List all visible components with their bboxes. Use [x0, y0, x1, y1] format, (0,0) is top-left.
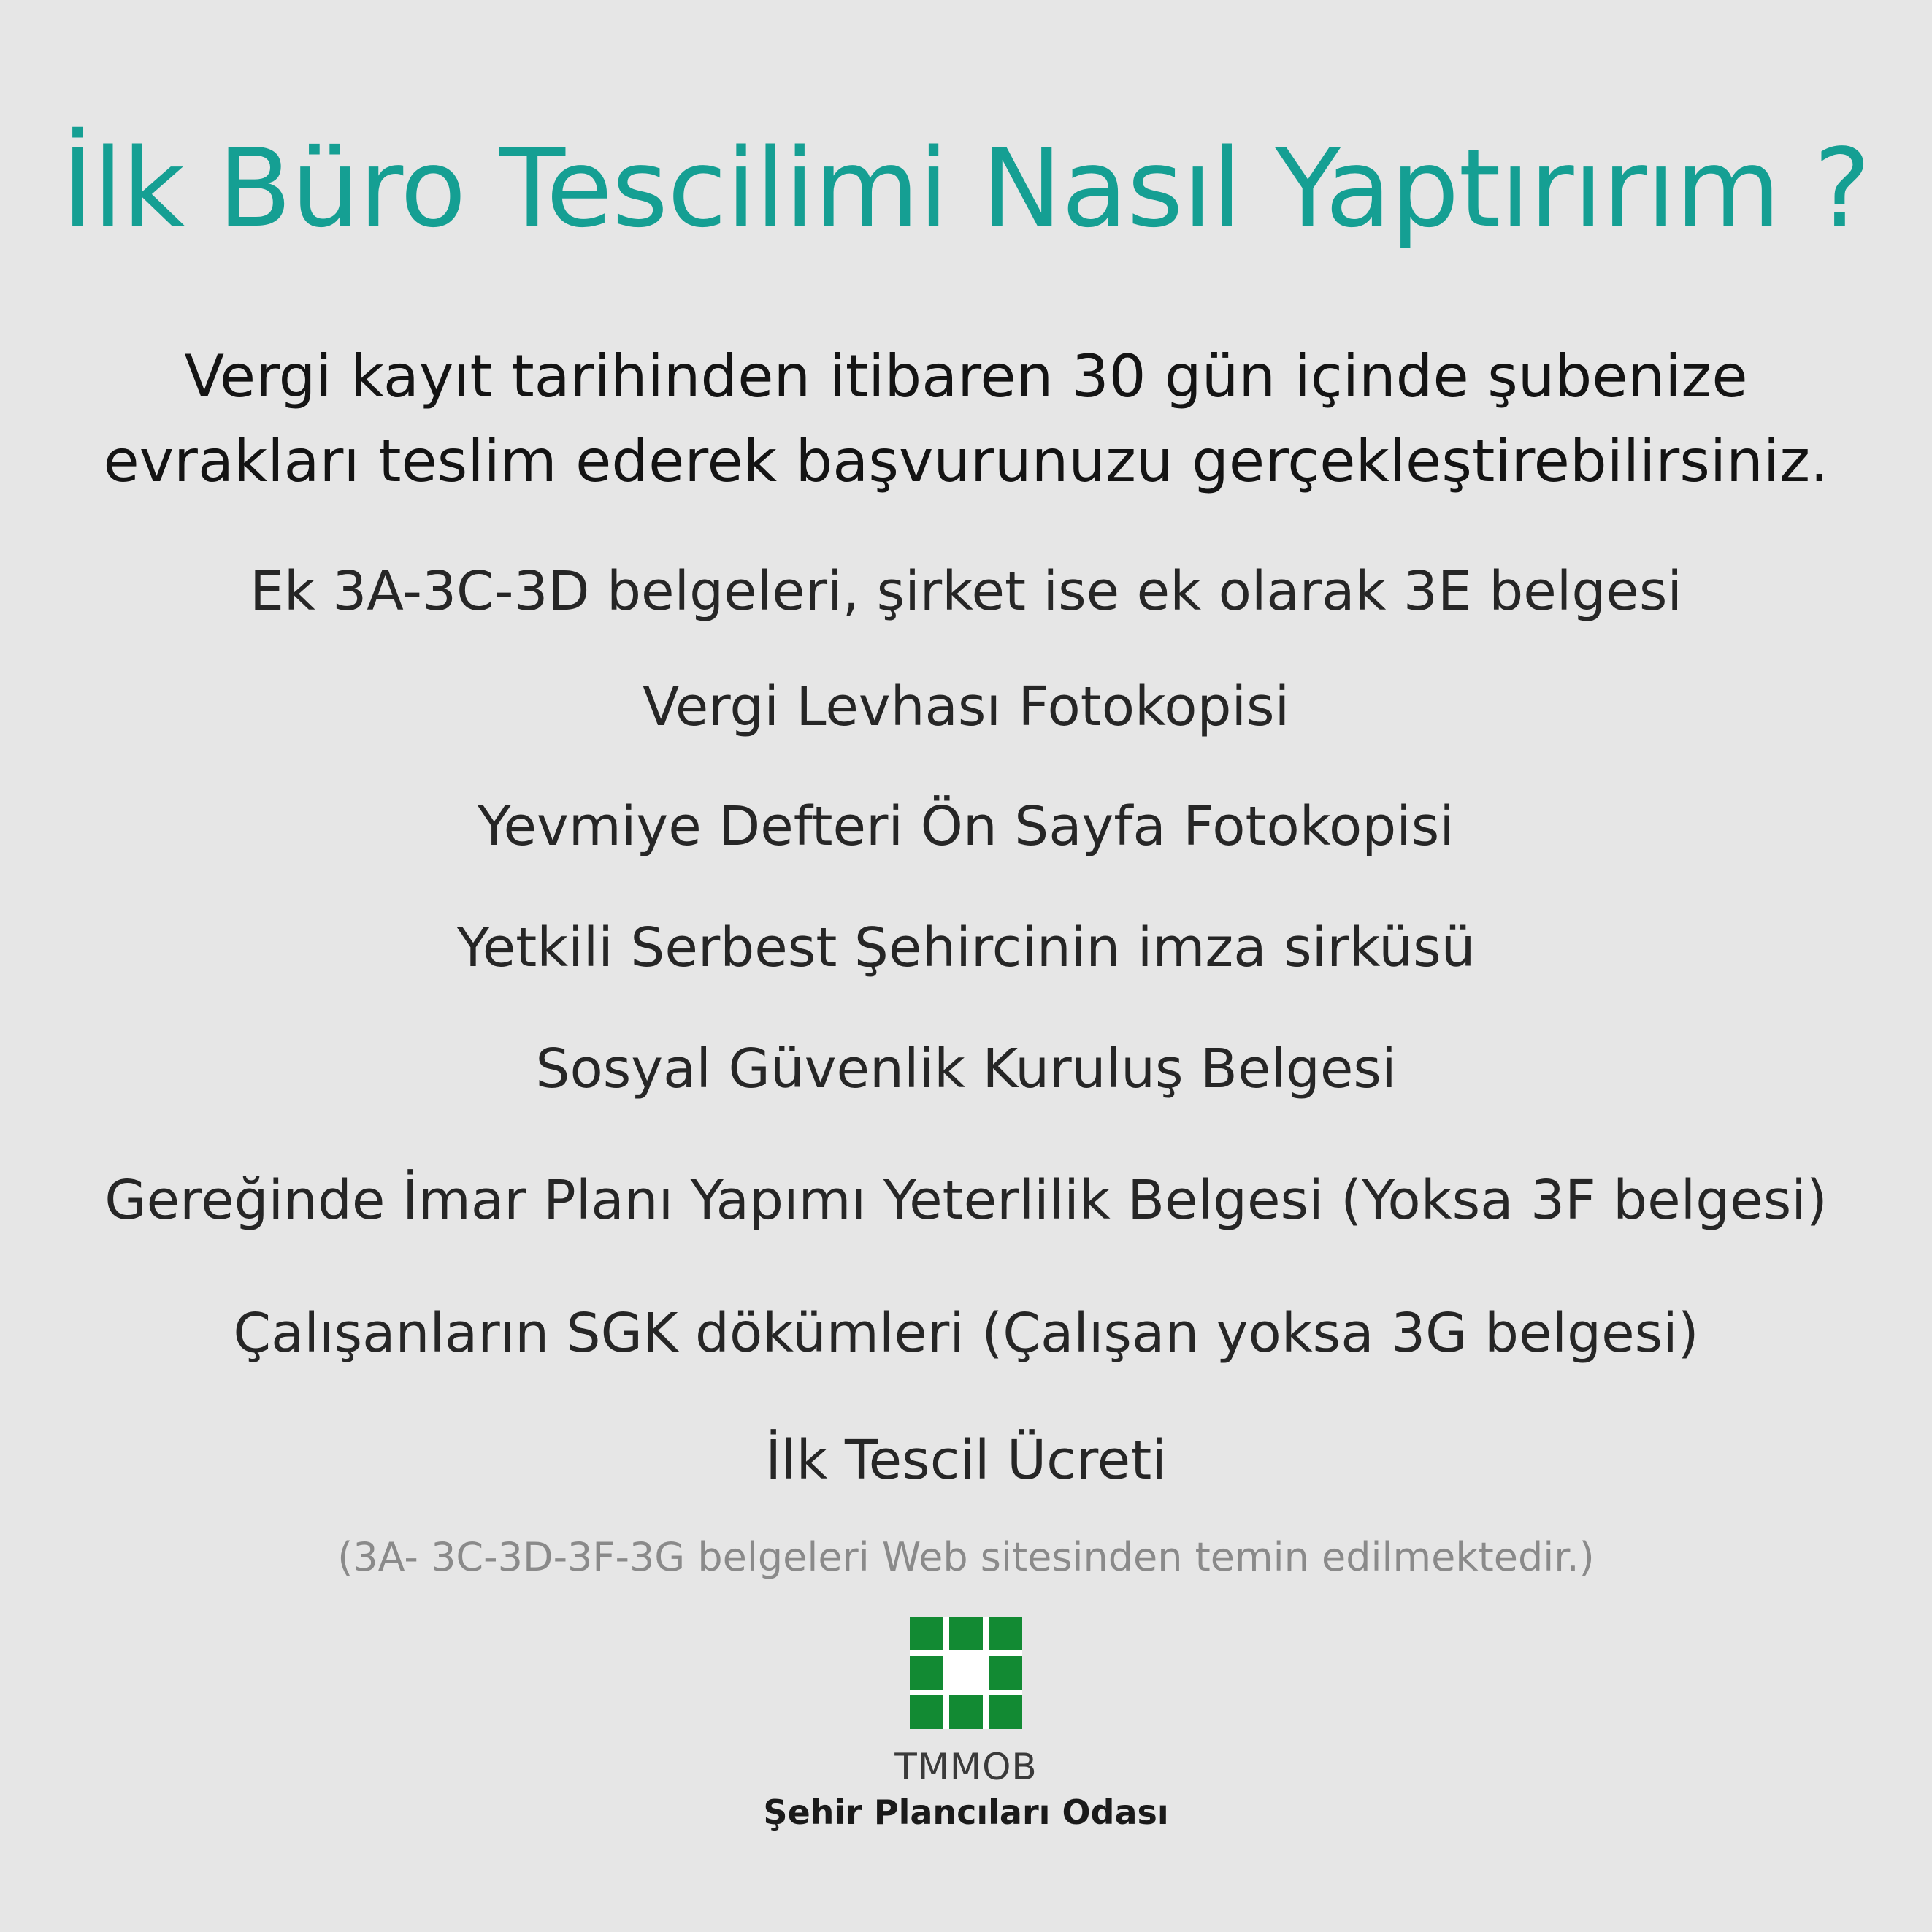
organization-logo [910, 1617, 1022, 1729]
requirement-item: Yetkili Serbest Şehircinin imza sirküsü [456, 916, 1476, 979]
page-title: İlk Büro Tescilimi Nasıl Yaptırırım ? [61, 126, 1871, 251]
logo-cell [910, 1617, 943, 1650]
organization-abbreviation: TMMOB [894, 1746, 1038, 1788]
logo-cell [989, 1695, 1022, 1729]
logo-cell [949, 1617, 983, 1650]
requirement-item: Ek 3A-3C-3D belgeleri, şirket ise ek olarak 3E belgesi [250, 560, 1682, 623]
requirement-item: Gereğinde İmar Planı Yapımı Yeterlilik Belgesi (Yoksa 3F belgesi) [104, 1169, 1828, 1232]
logo-cell [989, 1656, 1022, 1690]
footnote: (3A- 3C-3D-3F-3G belgeleri Web sitesinden temin edilmektedir.) [337, 1534, 1595, 1580]
intro-line-1: Vergi kayıt tarihinden itibaren 30 gün içinde şubenize [184, 342, 1748, 410]
organization-name: Şehir Plancıları Odası [763, 1793, 1169, 1832]
requirement-item: Yevmiye Defteri Ön Sayfa Fotokopisi [478, 795, 1454, 858]
logo-cell [910, 1656, 943, 1690]
requirement-item: Vergi Levhası Fotokopisi [642, 675, 1290, 738]
logo-cell [949, 1695, 983, 1729]
intro-line-2: evrakları teslim ederek başvurunuzu gerçekleştirebilirsiniz. [103, 427, 1829, 495]
intro-text [0, 334, 1932, 504]
requirement-item: İlk Tescil Ücreti [765, 1429, 1167, 1492]
requirement-item: Çalışanların SGK dökümleri (Çalışan yoksa 3G belgesi) [233, 1302, 1699, 1365]
requirement-item: Sosyal Güvenlik Kuruluş Belgesi [535, 1038, 1397, 1100]
logo-cell [989, 1617, 1022, 1650]
logo-cell [910, 1695, 943, 1729]
